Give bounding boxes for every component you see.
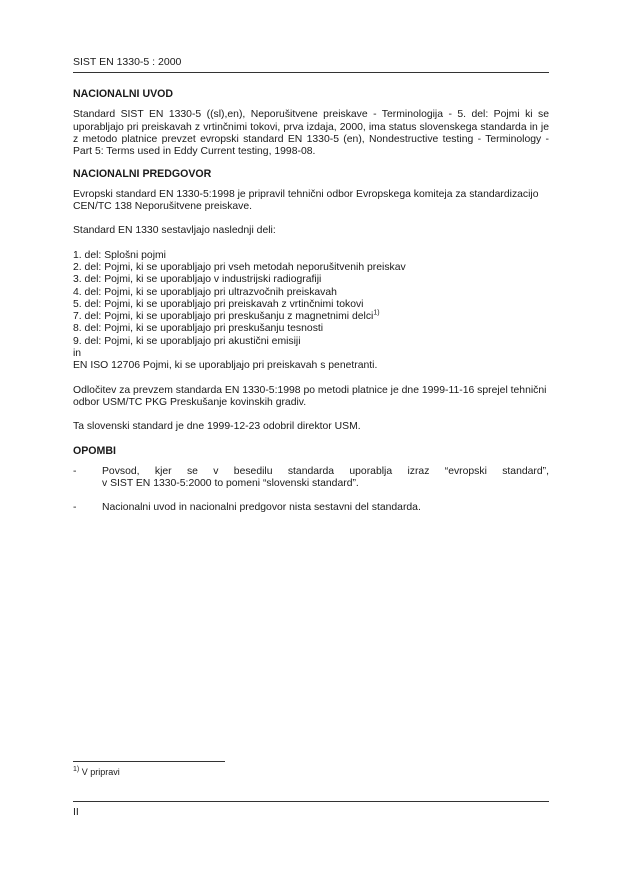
list-item: 4. del: Pojmi, ki se uporabljajo pri ultrazvočnih preiskavah [73, 286, 337, 298]
note-1-line-1: Povsod, kjer se v besedilu standarda uporablja izraz “evropski standard”, [102, 465, 549, 477]
page-content [73, 83, 549, 527]
foreword-paragraph-1: Evropski standard EN 1330-5:1998 je pripravil tehnični odbor Evropskega komiteja za standardizacijo CEN/TC 138 Neporušitvene preiskave. [73, 188, 539, 213]
list-item: 8. del: Pojmi, ki se uporabljajo pri preskušanju tesnosti [73, 323, 324, 335]
list-item: in [73, 348, 82, 360]
national-intro-heading: NACIONALNI UVOD [73, 88, 174, 100]
notes-list [73, 466, 549, 515]
list-item: 5. del: Pojmi, ki se uporabljajo pri preiskavah z vrtinčnimi tokovi [73, 298, 364, 310]
notes-heading: OPOMBI [73, 444, 116, 457]
footnote-text: V pripravi [81, 767, 120, 777]
list-item: 1. del: Splošni pojmi [73, 249, 166, 261]
list-item: 2. del: Pojmi, ki se uporabljajo pri vseh metodah neporušitvenih preiskav [73, 261, 406, 273]
note-2-text: Nacionalni uvod in nacionalni predgovor nista sestavni del standarda. [102, 502, 421, 514]
dash-bullet: - [73, 502, 77, 514]
foreword-paragraph-2: Standard EN 1330 sestavljajo naslednji deli: [73, 225, 276, 237]
footnote-divider [73, 761, 225, 762]
list-item: 3. del: Pojmi, ki se uporabljajo v industrijski radiografiji [73, 274, 322, 286]
footnote-mark: 1) [73, 766, 80, 773]
standard-parts-list [73, 250, 549, 373]
national-foreword-heading: NACIONALNI PREDGOVOR [73, 168, 212, 181]
list-item-text: 7. del: Pojmi, ki se uporabljajo pri preskušanju z magnetnimi delci [73, 311, 374, 323]
note-item [73, 466, 549, 491]
footer-divider [73, 801, 549, 802]
list-item-part-7 [73, 311, 549, 323]
dash-bullet: - [73, 465, 77, 477]
note-1-line-2: v SIST EN 1330-5:2000 to pomeni “slovenski standard”. [102, 478, 359, 490]
footnote [73, 767, 120, 777]
header-divider [73, 72, 549, 73]
list-item: EN ISO 12706 Pojmi, ki se uporabljajo pri preiskavah s penetranti. [73, 360, 378, 372]
national-intro-paragraph: Standard SIST EN 1330-5 ((sl),en), Neporušitvene preiskave - Terminologija - 5. del: Pojmi ki se uporabljajo pri preiskavah z vrtinčnimi tokovi, prva izdaja, 2000, ima status slovenskega standarda in je z metodo platnice prevzet evropski standard EN 1330-5 (en), Nondestructive testing - Terminology - Part 5: Terms used in Eddy Current testing, 1998-08. [73, 109, 549, 158]
document-header: SIST EN 1330-5 : 2000 [73, 56, 182, 68]
foreword-paragraph-3: Odločitev za prevzem standarda EN 1330-5:1998 po metodi platnice je dne 1999-11-16 sprejel tehnični odbor USM/TC PKG Preskušanje kovinskih gradiv. [73, 384, 547, 408]
note-item [73, 502, 549, 514]
list-item: 9. del: Pojmi, ki se uporabljajo pri akustični emisiji [73, 335, 301, 347]
foreword-paragraph-4: Ta slovenski standard je dne 1999-12-23 odobril direktor USM. [73, 421, 361, 433]
page-number: II [73, 806, 79, 818]
footnote-reference: 1) [373, 309, 380, 317]
